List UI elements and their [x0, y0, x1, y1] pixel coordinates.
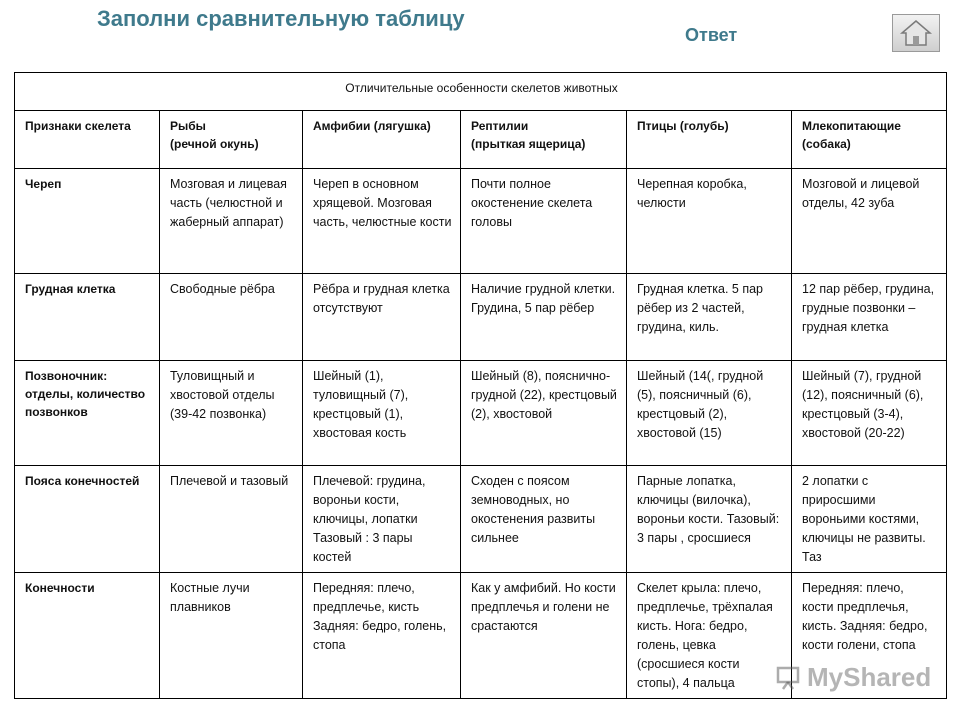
- presentation-icon: [775, 665, 801, 691]
- feature-cell: Пояса конечностей: [15, 466, 160, 573]
- table-caption: Отличительные особенности скелетов животных: [15, 73, 947, 111]
- feature-cell: Грудная клетка: [15, 274, 160, 361]
- table-cell: Мозговой и лицевой отделы, 42 зуба: [792, 169, 947, 274]
- table-cell: Плечевой: грудина, вороньи кости, ключицы, лопатки Тазовый : 3 пары костей: [303, 466, 461, 573]
- column-header: Млекопитающие (собака): [792, 111, 947, 169]
- table-cell: Скелет крыла: плечо, предплечье, трёхпалая кисть. Нога: бедро, голень, цевка (сросшиеся кости стопы), 4 пальца: [627, 573, 792, 699]
- feature-cell: Позвоночник: отделы, количество позвонков: [15, 361, 160, 466]
- table-cell: Свободные рёбра: [160, 274, 303, 361]
- feature-cell: Конечности: [15, 573, 160, 699]
- column-header: Амфибии (лягушка): [303, 111, 461, 169]
- table-cell: Череп в основном хрящевой. Мозговая часть, челюстные кости: [303, 169, 461, 274]
- table-cell: Рёбра и грудная клетка отсутствуют: [303, 274, 461, 361]
- home-button[interactable]: [892, 14, 940, 52]
- page-title: Заполни сравнительную таблицу: [97, 6, 465, 31]
- table-row: [15, 361, 947, 466]
- home-icon: [899, 19, 933, 47]
- watermark: [775, 662, 931, 693]
- answer-link[interactable]: Ответ: [685, 25, 738, 45]
- table-cell: Шейный (1), туловищный (7), крестцовый (1), хвостовая кость: [303, 361, 461, 466]
- table-cell: Грудная клетка. 5 пар рёбер из 2 частей, грудина, киль.: [627, 274, 792, 361]
- table-cell: Передняя: плечо, предплечье, кисть Задняя: бедро, голень, стопа: [303, 573, 461, 699]
- table-row: [15, 274, 947, 361]
- table-row: [15, 466, 947, 573]
- column-header: Признаки скелета: [15, 111, 160, 169]
- table-cell: 12 пар рёбер, грудина, грудные позвонки – грудная клетка: [792, 274, 947, 361]
- table-cell: Передняя: плечо, кости предплечья, кисть. Задняя: бедро, кости голени, стопа: [792, 573, 947, 699]
- watermark-text: MyShared: [807, 662, 932, 692]
- table-cell: Наличие грудной клетки. Грудина, 5 пар рёбер: [461, 274, 627, 361]
- comparison-table: [14, 72, 947, 699]
- table-cell: Мозговая и лицевая часть (челюстной и жаберный аппарат): [160, 169, 303, 274]
- table-row: [15, 169, 947, 274]
- table-cell: Парные лопатка, ключицы (вилочка), вороньи кости. Тазовый: 3 пары , сросшиеся: [627, 466, 792, 573]
- table-cell: Как у амфибий. Но кости предплечья и голени не срастаются: [461, 573, 627, 699]
- table-cell: Шейный (7), грудной (12), поясничный (6), крестцовый (3-4), хвостовой (20-22): [792, 361, 947, 466]
- table-cell: Шейный (14(, грудной (5), поясничный (6), крестцовый (2), хвостовой (15): [627, 361, 792, 466]
- feature-cell: Череп: [15, 169, 160, 274]
- table-cell: Почти полное окостенение скелета головы: [461, 169, 627, 274]
- column-header: Рыбы (речной окунь): [160, 111, 303, 169]
- column-header: Птицы (голубь): [627, 111, 792, 169]
- table-cell: Плечевой и тазовый: [160, 466, 303, 573]
- table-cell: Шейный (8), пояснично-грудной (22), крестцовый (2), хвостовой: [461, 361, 627, 466]
- table-cell: Сходен с поясом земноводных, но окостенения развиты сильнее: [461, 466, 627, 573]
- column-header: Рептилии (прыткая ящерица): [461, 111, 627, 169]
- table-cell: Черепная коробка, челюсти: [627, 169, 792, 274]
- table-cell: Туловищный и хвостовой отделы (39-42 позвонка): [160, 361, 303, 466]
- table-cell: 2 лопатки с приросшими вороньими костями, ключицы не развиты. Таз: [792, 466, 947, 573]
- table-header-row: [15, 111, 947, 169]
- table-cell: Костные лучи плавников: [160, 573, 303, 699]
